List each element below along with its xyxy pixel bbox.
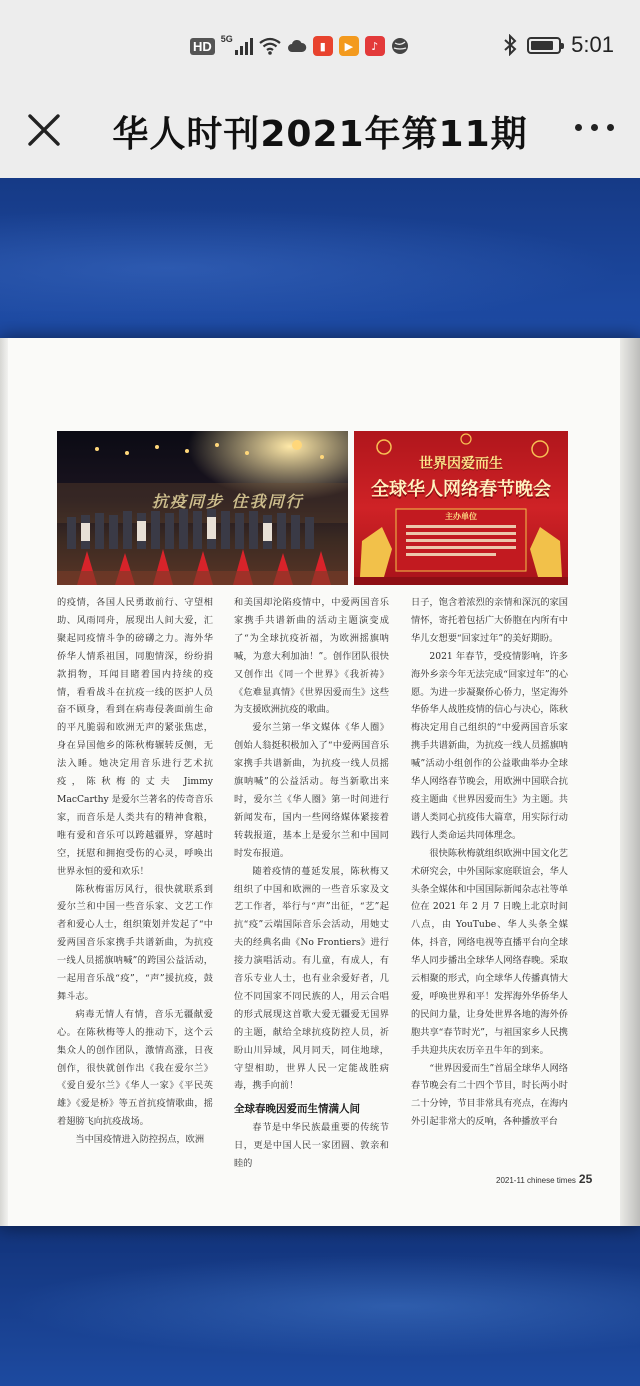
article-paragraph: 和美国却沦陷疫情中，中爱两国音乐家携手共谱新曲的活动主题演变成了“为全球抗疫祈福，为欧洲摇旗呐喊，为意大利加油！”。创作团队很快又创作出《同一个世界》《我祈祷》《危难显真情》《世界因爱而生》这些为支援欧洲抗疫的歌曲。 bbox=[234, 597, 389, 716]
article-column-2 bbox=[234, 594, 389, 1173]
signal-icon bbox=[235, 37, 253, 55]
battery-level bbox=[531, 41, 553, 50]
network-type: 5G bbox=[220, 34, 233, 44]
issue-label: 2021-11 chinese times bbox=[496, 1176, 576, 1185]
stage-photo bbox=[57, 431, 348, 585]
clock: 5:01 bbox=[571, 32, 614, 57]
gala-poster-photo bbox=[354, 431, 568, 585]
status-icons-left bbox=[190, 34, 409, 58]
poster-main-title: 全球华人网络春节晚会 bbox=[371, 479, 551, 500]
article-column-1 bbox=[57, 594, 213, 1149]
article-paragraph: 随着疫情的蔓延发展，陈秋梅又组织了中国和欧洲的一些音乐家及文艺工作者，举行与“声”出征，“艺”起抗“疫”云端国际音乐会活动，用她丈夫的经典名曲《No Frontiers》进行接力演唱活动。有儿童，有成人，有音乐专业人士，也有业余爱好者，几位不同国家不同民族的人，用云合唱的形式展现这首歌大爱无疆爱无国界的主题，献给全球抗疫防控人员，祈盼山川异域，风月同天，同住地球，守望相助，世界人民一定能战胜病毒，携手向前！ bbox=[234, 865, 389, 1092]
cloud-icon bbox=[287, 39, 307, 53]
status-bar bbox=[0, 0, 640, 92]
battery-icon bbox=[527, 37, 561, 54]
article-paragraph: 春节是中华民族最重要的传统节日，更是中国人民一家团圆、敦亲和睦的 bbox=[234, 1122, 389, 1170]
bluetooth-icon bbox=[503, 34, 517, 56]
close-button[interactable] bbox=[24, 110, 64, 150]
hd-badge: HD bbox=[190, 38, 215, 55]
article-paragraph: 病毒无情人有情，音乐无疆献爱心。在陈秋梅等人的推动下，这个云集众人的创作团队，激情高涨，日夜创作，很快就创作出《我在爱尔兰》《爱自爱尔兰》《华人一家》《平民英雄》《爱是桥》等五首抗疫情歌曲，摇着翅膀飞向抗疫战场。 bbox=[57, 1008, 213, 1128]
article-paragraph: 当中国疫情进入防控拐点，欧洲 bbox=[75, 1134, 205, 1146]
article-paragraph: 2021 年春节，受疫情影响，许多海外乡亲今年无法完成“回家过年”的心愿。为进一步凝聚侨心侨力，坚定海外华侨华人战胜疫情的信心与决心，陈秋梅决定用自己组织的“中爱两国音乐家携手共谱新曲，为抗疫一线人员摇旗呐喊”活动小组创作的公益歌曲举办全球华人网络春节晚会，用欧洲中国联合抗疫主题曲《世界因爱而生》为主题。共谱人类同心抗疫伟大篇章，用实际行动践行人类命运共同体理念。 bbox=[411, 650, 568, 841]
article-paragraph: “世界因爱而生”首届全球华人网络春节晚会有二十四个节目，时长两小时二十分钟，节目非常具有亮点，在海内外引起非常大的反响，各种播放平台 bbox=[411, 1062, 568, 1128]
more-button[interactable] bbox=[575, 124, 614, 131]
poster-arc-title: 世界因爱而生 bbox=[419, 456, 503, 472]
video-app-icon: ▶ bbox=[339, 36, 359, 56]
page-number: 25 bbox=[578, 1172, 593, 1186]
page-title: 华人时刊2021年第11期 bbox=[112, 114, 528, 155]
music-app-icon: ♪ bbox=[365, 36, 385, 56]
globe-icon bbox=[391, 37, 409, 55]
article-paragraph: 爱尔兰第一华文媒体《华人圈》创始人翁挺积极加入了“中爱两国音乐家携手共谱新曲，为抗疫一线人员摇旗呐喊”的公益活动。每当新歌出来时，爱尔兰《华人圈》第一时间进行新闻发布，国内一些网络媒体紧接着转载报道，基本上是爱尔兰和中国同时发布报道。 bbox=[234, 722, 389, 859]
wifi-icon bbox=[259, 37, 281, 55]
article-paragraph: 的疫情，各国人民勇敢前行、守望相助、风雨同舟，展现出人间大爱，汇聚起同疫情斗争的磅礴之力。海外华侨华人情系祖国，同胞情深，纷纷捐款捐物，耳闻目睹着国内持续的疫情，看看战斗在抗疫一线的医护人员奋不顾身，看到在病毒侵袭面前生命的平凡脆弱和欧洲无声的紧张焦虑，身在异国他乡的陈秋梅辗转反侧，无法入睡。她决定用音乐进行艺术抗疫，陈秋梅的丈夫 Jimmy MacCarthy 是爱尔兰著名的传奇音乐家，而音乐是人类共有的精神食粮，唯有爱和音乐可以跨越疆界，穿越时空，抚慰和拥抱受伤的心灵，呼唤出世界永恒的爱和欢乐！ bbox=[57, 597, 213, 877]
article-column-3 bbox=[411, 594, 568, 1131]
magazine-page[interactable] bbox=[0, 338, 640, 1226]
article-paragraph: 陈秋梅雷厉风行，很快就联系到爱尔兰和中国一些音乐家、文艺工作者和爱心人士，组织策划并发起了“中爱两国音乐家携手共谱新曲，为抗疫一线人员摇旗呐喊”的跨国公益活动，一起用音乐战“疫”，“声”援抗疫，鼓舞斗志。 bbox=[57, 883, 213, 1002]
article-paragraph: 很快陈秋梅就组织欧洲中国文化艺术研究会，中外国际家庭联谊会，华人头条全媒体和中国国际新闻杂志社等单位在 2021 年 2 月 7 日晚上北京时间八点，由 YouTube、华人头条全媒体，抖音，网络电视等直播平台向全球华人同步播出全球华人网络春晚。采取云相聚的形式，向全球华人传播真情大爱，呼唤世界和平！发挥海外华侨华人的民间力量，让身处世界各地的海外侨胞共享“春节时光”，与祖国家乡人民携手共迎共庆农历辛丑牛年的到来。 bbox=[411, 847, 568, 1056]
title-bar bbox=[0, 92, 640, 178]
close-icon bbox=[24, 110, 64, 150]
book-app-icon: ▮ bbox=[313, 36, 333, 56]
page-spine bbox=[620, 338, 640, 1226]
page-folio bbox=[496, 1172, 592, 1186]
section-heading: 全球春晚因爱而生情满人间 bbox=[234, 1103, 360, 1116]
poster-organizer-label: 主办单位 bbox=[445, 512, 477, 521]
status-icons-right bbox=[503, 32, 614, 58]
stage-banner-text: 抗疫同步 住我同行 bbox=[152, 492, 304, 511]
document-viewer[interactable] bbox=[0, 178, 640, 1386]
more-icon bbox=[575, 124, 582, 131]
article-paragraph: 日子，饱含着浓烈的亲情和深沉的家国情怀，寄托着包括广大侨胞在内所有中华儿女想要“回家过年”的美好期盼。 bbox=[411, 597, 568, 644]
